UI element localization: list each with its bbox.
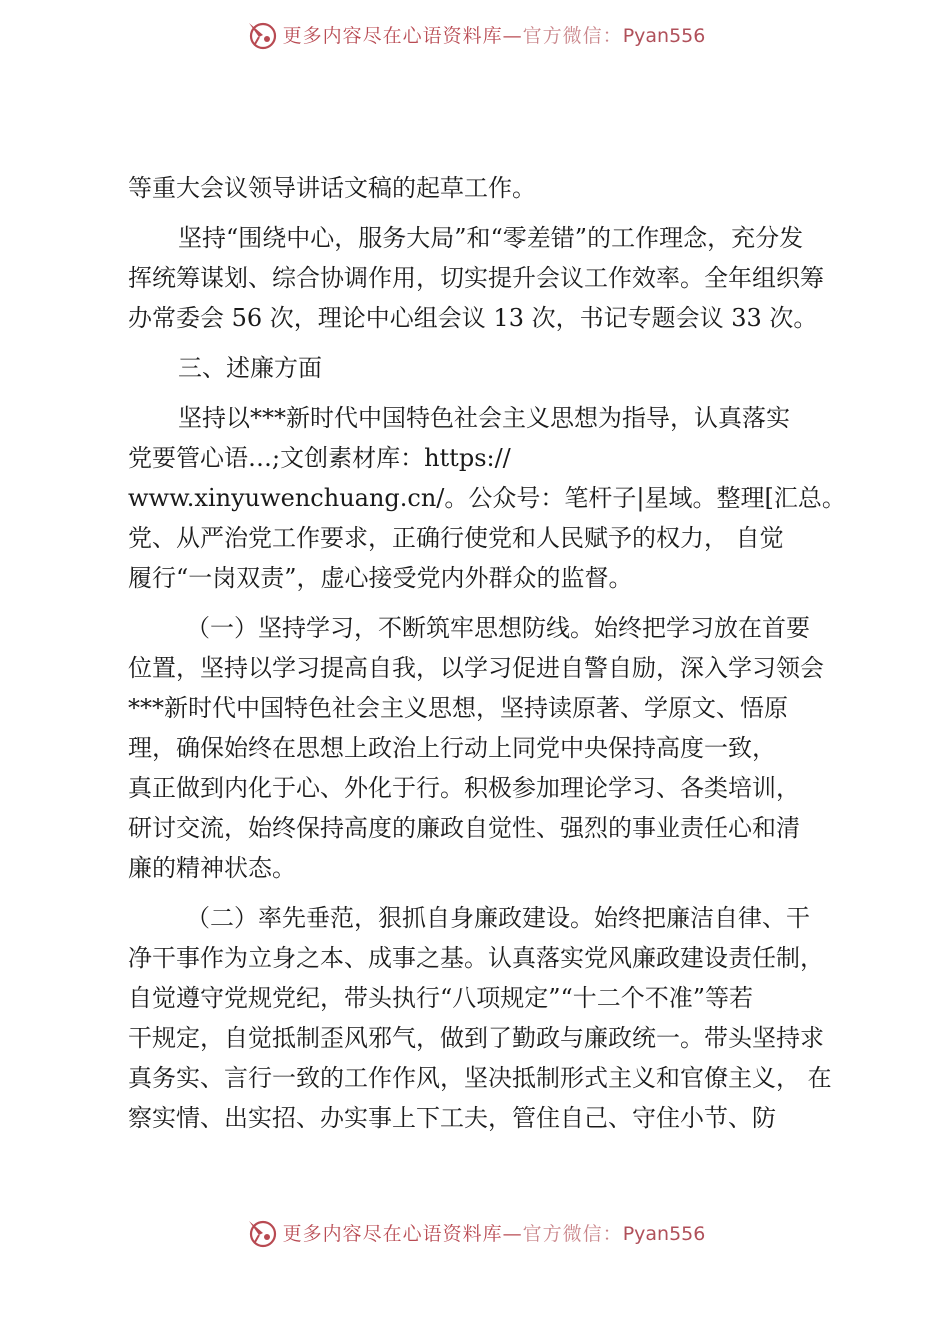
text-line: 察实情、出实招、办实事上下工夫，管住自己、守住小节、防 (128, 1104, 776, 1132)
text-line: 坚持以***新时代中国特色社会主义思想为指导，认真落实 (178, 404, 790, 432)
text-line: 挥统筹谋划、综合协调作用，切实提升会议工作效率。全年组织筹 (128, 264, 824, 292)
text-line: 办常委会 56 次，理论中心组会议 13 次，书记专题会议 33 次。 (128, 304, 818, 332)
text-line: 干规定，自觉抵制歪风邪气，做到了勤政与廉政统一。带头坚持求 (128, 1024, 824, 1052)
text-line: 廉的精神状态。 (128, 854, 296, 882)
section-heading: 三、述廉方面 (178, 354, 322, 382)
text-line: 真正做到内化于心、外化于行。积极参加理论学习、各类培训， (128, 774, 800, 802)
text-line: 坚持“围绕中心，服务大局”和“零差错”的工作理念，充分发 (178, 224, 804, 252)
text-line: （一）坚持学习，不断筑牢思想防线。始终把学习放在首要 (186, 614, 810, 642)
text-line: www.xinyuwenchuang.cn/。公众号：笔杆子|星域。整理[汇总。 (128, 484, 846, 512)
text-line: ***新时代中国特色社会主义思想，坚持读原著、学原文、悟原 (128, 694, 788, 722)
text-line: 位置，坚持以学习提高自我，以学习促进自警自励，深入学习领会 (128, 654, 824, 682)
text-line: 理，确保始终在思想上政治上行动上同党中央保持高度一致， (128, 734, 776, 762)
text-line: 党、从严治党工作要求，正确行使党和人民赋予的权力， 自觉 (128, 524, 784, 552)
text-line: 真务实、言行一致的工作作风，坚决抵制形式主义和官僚主义， 在 (128, 1064, 832, 1092)
text-line: 净干事作为立身之本、成事之基。认真落实党风廉政建设责任制， (128, 944, 824, 972)
text-line: 研讨交流，始终保持高度的廉政自觉性、强烈的事业责任心和清 (128, 814, 800, 842)
logo-icon (245, 1215, 279, 1249)
banner-text: 更多内容尽在心语资料库—官方微信：Pyan556 (282, 1222, 706, 1245)
text-line: （二）率先垂范，狠抓自身廉政建设。始终把廉洁自律、干 (186, 904, 810, 932)
footer-banner (0, 1212, 950, 1252)
text-line: 履行“一岗双责”，虚心接受党内外群众的监督。 (128, 564, 633, 592)
text-line: 自觉遵守党规党纪，带头执行“八项规定”“十二个不准”等若 (128, 984, 754, 1012)
header-banner (0, 14, 950, 54)
text-line: 党要管心语…;文创素材库：https:// (128, 444, 511, 472)
text-line: 等重大会议领导讲话文稿的起草工作。 (128, 174, 536, 202)
logo-icon (245, 17, 279, 51)
document-body (128, 168, 848, 1138)
banner-text: 更多内容尽在心语资料库—官方微信：Pyan556 (282, 24, 706, 47)
